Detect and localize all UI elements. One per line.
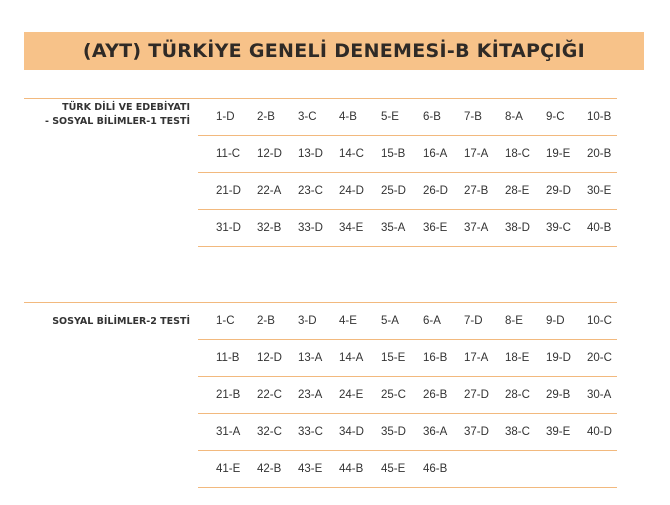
answer-row <box>198 413 617 450</box>
answer-cell: 22-A <box>257 185 282 197</box>
answer-cell: 25-C <box>381 389 406 401</box>
answer-cell: 8-A <box>505 111 523 123</box>
answer-cell: 4-B <box>339 111 357 123</box>
section-divider <box>24 98 198 99</box>
answer-cell: 24-D <box>339 185 364 197</box>
answer-cell: 30-A <box>587 389 612 401</box>
answer-cell: 3-D <box>298 315 317 327</box>
section-label <box>45 101 190 129</box>
answer-cell: 21-D <box>216 185 241 197</box>
answer-cell: 2-B <box>257 111 275 123</box>
answer-cell: 26-D <box>423 185 448 197</box>
answer-cell: 45-E <box>381 463 406 475</box>
answer-cell: 14-C <box>339 148 364 160</box>
answer-cell: 22-C <box>257 389 282 401</box>
answer-cell: 39-E <box>546 426 571 438</box>
answer-row <box>198 339 617 376</box>
answer-cell: 42-B <box>257 463 282 475</box>
answer-cell: 13-D <box>298 148 323 160</box>
answer-cell: 30-E <box>587 185 612 197</box>
answer-cell: 37-D <box>464 426 489 438</box>
answer-grid <box>198 302 617 488</box>
answer-cell: 35-A <box>381 222 406 234</box>
answer-cell: 37-A <box>464 222 489 234</box>
answer-row <box>198 302 617 339</box>
answer-cell: 7-D <box>464 315 483 327</box>
answer-cell: 10-C <box>587 315 612 327</box>
answer-cell: 40-B <box>587 222 612 234</box>
answer-cell: 38-C <box>505 426 530 438</box>
answer-cell: 6-A <box>423 315 441 327</box>
answer-cell: 21-B <box>216 389 241 401</box>
answer-row <box>198 450 617 488</box>
answer-cell: 7-B <box>464 111 482 123</box>
answer-cell: 23-C <box>298 185 323 197</box>
answer-cell: 5-E <box>381 111 399 123</box>
answer-cell: 36-A <box>423 426 448 438</box>
answer-cell: 25-D <box>381 185 406 197</box>
answer-cell: 13-A <box>298 352 323 364</box>
answer-cell: 38-D <box>505 222 530 234</box>
answer-cell: 20-B <box>587 148 612 160</box>
page-title: (AYT) TÜRKİYE GENELİ DENEMESİ-B KİTAPÇIĞI <box>82 40 586 62</box>
answer-cell: 14-A <box>339 352 364 364</box>
answer-cell: 2-B <box>257 315 275 327</box>
section-label-line: - SOSYAL BİLİMLER-1 TESTİ <box>44 116 190 127</box>
answer-cell: 20-C <box>587 352 612 364</box>
section-label-line: TÜRK DİLİ VE EDEBİYATI <box>62 102 190 113</box>
answer-row <box>198 172 617 209</box>
answer-cell: 35-D <box>381 426 406 438</box>
answer-cell: 12-D <box>257 148 282 160</box>
answer-cell: 3-C <box>298 111 317 123</box>
answer-cell: 8-E <box>505 315 523 327</box>
answer-row <box>198 209 617 247</box>
answer-cell: 40-D <box>587 426 612 438</box>
answer-cell: 4-E <box>339 315 357 327</box>
answer-cell: 16-A <box>423 148 448 160</box>
section-label-line: SOSYAL BİLİMLER-2 TESTİ <box>52 316 190 327</box>
answer-cell: 34-D <box>339 426 364 438</box>
answer-cell: 29-D <box>546 185 571 197</box>
answer-cell: 33-D <box>298 222 323 234</box>
answer-cell: 33-C <box>298 426 323 438</box>
answer-cell: 31-A <box>216 426 241 438</box>
answer-cell: 9-C <box>546 111 565 123</box>
answer-cell: 12-D <box>257 352 282 364</box>
answer-cell: 41-E <box>216 463 241 475</box>
answer-cell: 31-D <box>216 222 241 234</box>
answer-cell: 34-E <box>339 222 364 234</box>
answer-cell: 1-C <box>216 315 235 327</box>
section-divider <box>24 302 198 303</box>
answer-cell: 6-B <box>423 111 441 123</box>
title-banner <box>24 32 644 70</box>
answer-cell: 32-C <box>257 426 282 438</box>
answer-grid <box>198 98 617 247</box>
answer-cell: 28-E <box>505 185 530 197</box>
answer-cell: 26-B <box>423 389 448 401</box>
answer-cell: 36-E <box>423 222 448 234</box>
answer-cell: 46-B <box>423 463 448 475</box>
answer-cell: 11-B <box>216 352 240 364</box>
answer-cell: 23-A <box>298 389 323 401</box>
answer-cell: 17-A <box>464 148 489 160</box>
answer-cell: 43-E <box>298 463 323 475</box>
answer-cell: 44-B <box>339 463 364 475</box>
answer-cell: 29-B <box>546 389 571 401</box>
answer-cell: 24-E <box>339 389 364 401</box>
answer-cell: 39-C <box>546 222 571 234</box>
answer-cell: 9-D <box>546 315 565 327</box>
answer-cell: 19-E <box>546 148 571 160</box>
answer-cell: 27-D <box>464 389 489 401</box>
answer-row <box>198 98 617 135</box>
answer-cell: 1-D <box>216 111 235 123</box>
answer-cell: 11-C <box>216 148 241 160</box>
answer-cell: 15-B <box>381 148 406 160</box>
answer-cell: 18-E <box>505 352 530 364</box>
answer-cell: 5-A <box>381 315 399 327</box>
answer-cell: 18-C <box>505 148 530 160</box>
answer-row <box>198 376 617 413</box>
answer-cell: 15-E <box>381 352 406 364</box>
answer-cell: 32-B <box>257 222 282 234</box>
answer-cell: 28-C <box>505 389 530 401</box>
answer-cell: 19-D <box>546 352 571 364</box>
answer-cell: 27-B <box>464 185 489 197</box>
section-label <box>52 315 190 329</box>
answer-row <box>198 135 617 172</box>
answer-cell: 10-B <box>587 111 612 123</box>
answer-cell: 16-B <box>423 352 448 364</box>
answer-cell: 17-A <box>464 352 489 364</box>
